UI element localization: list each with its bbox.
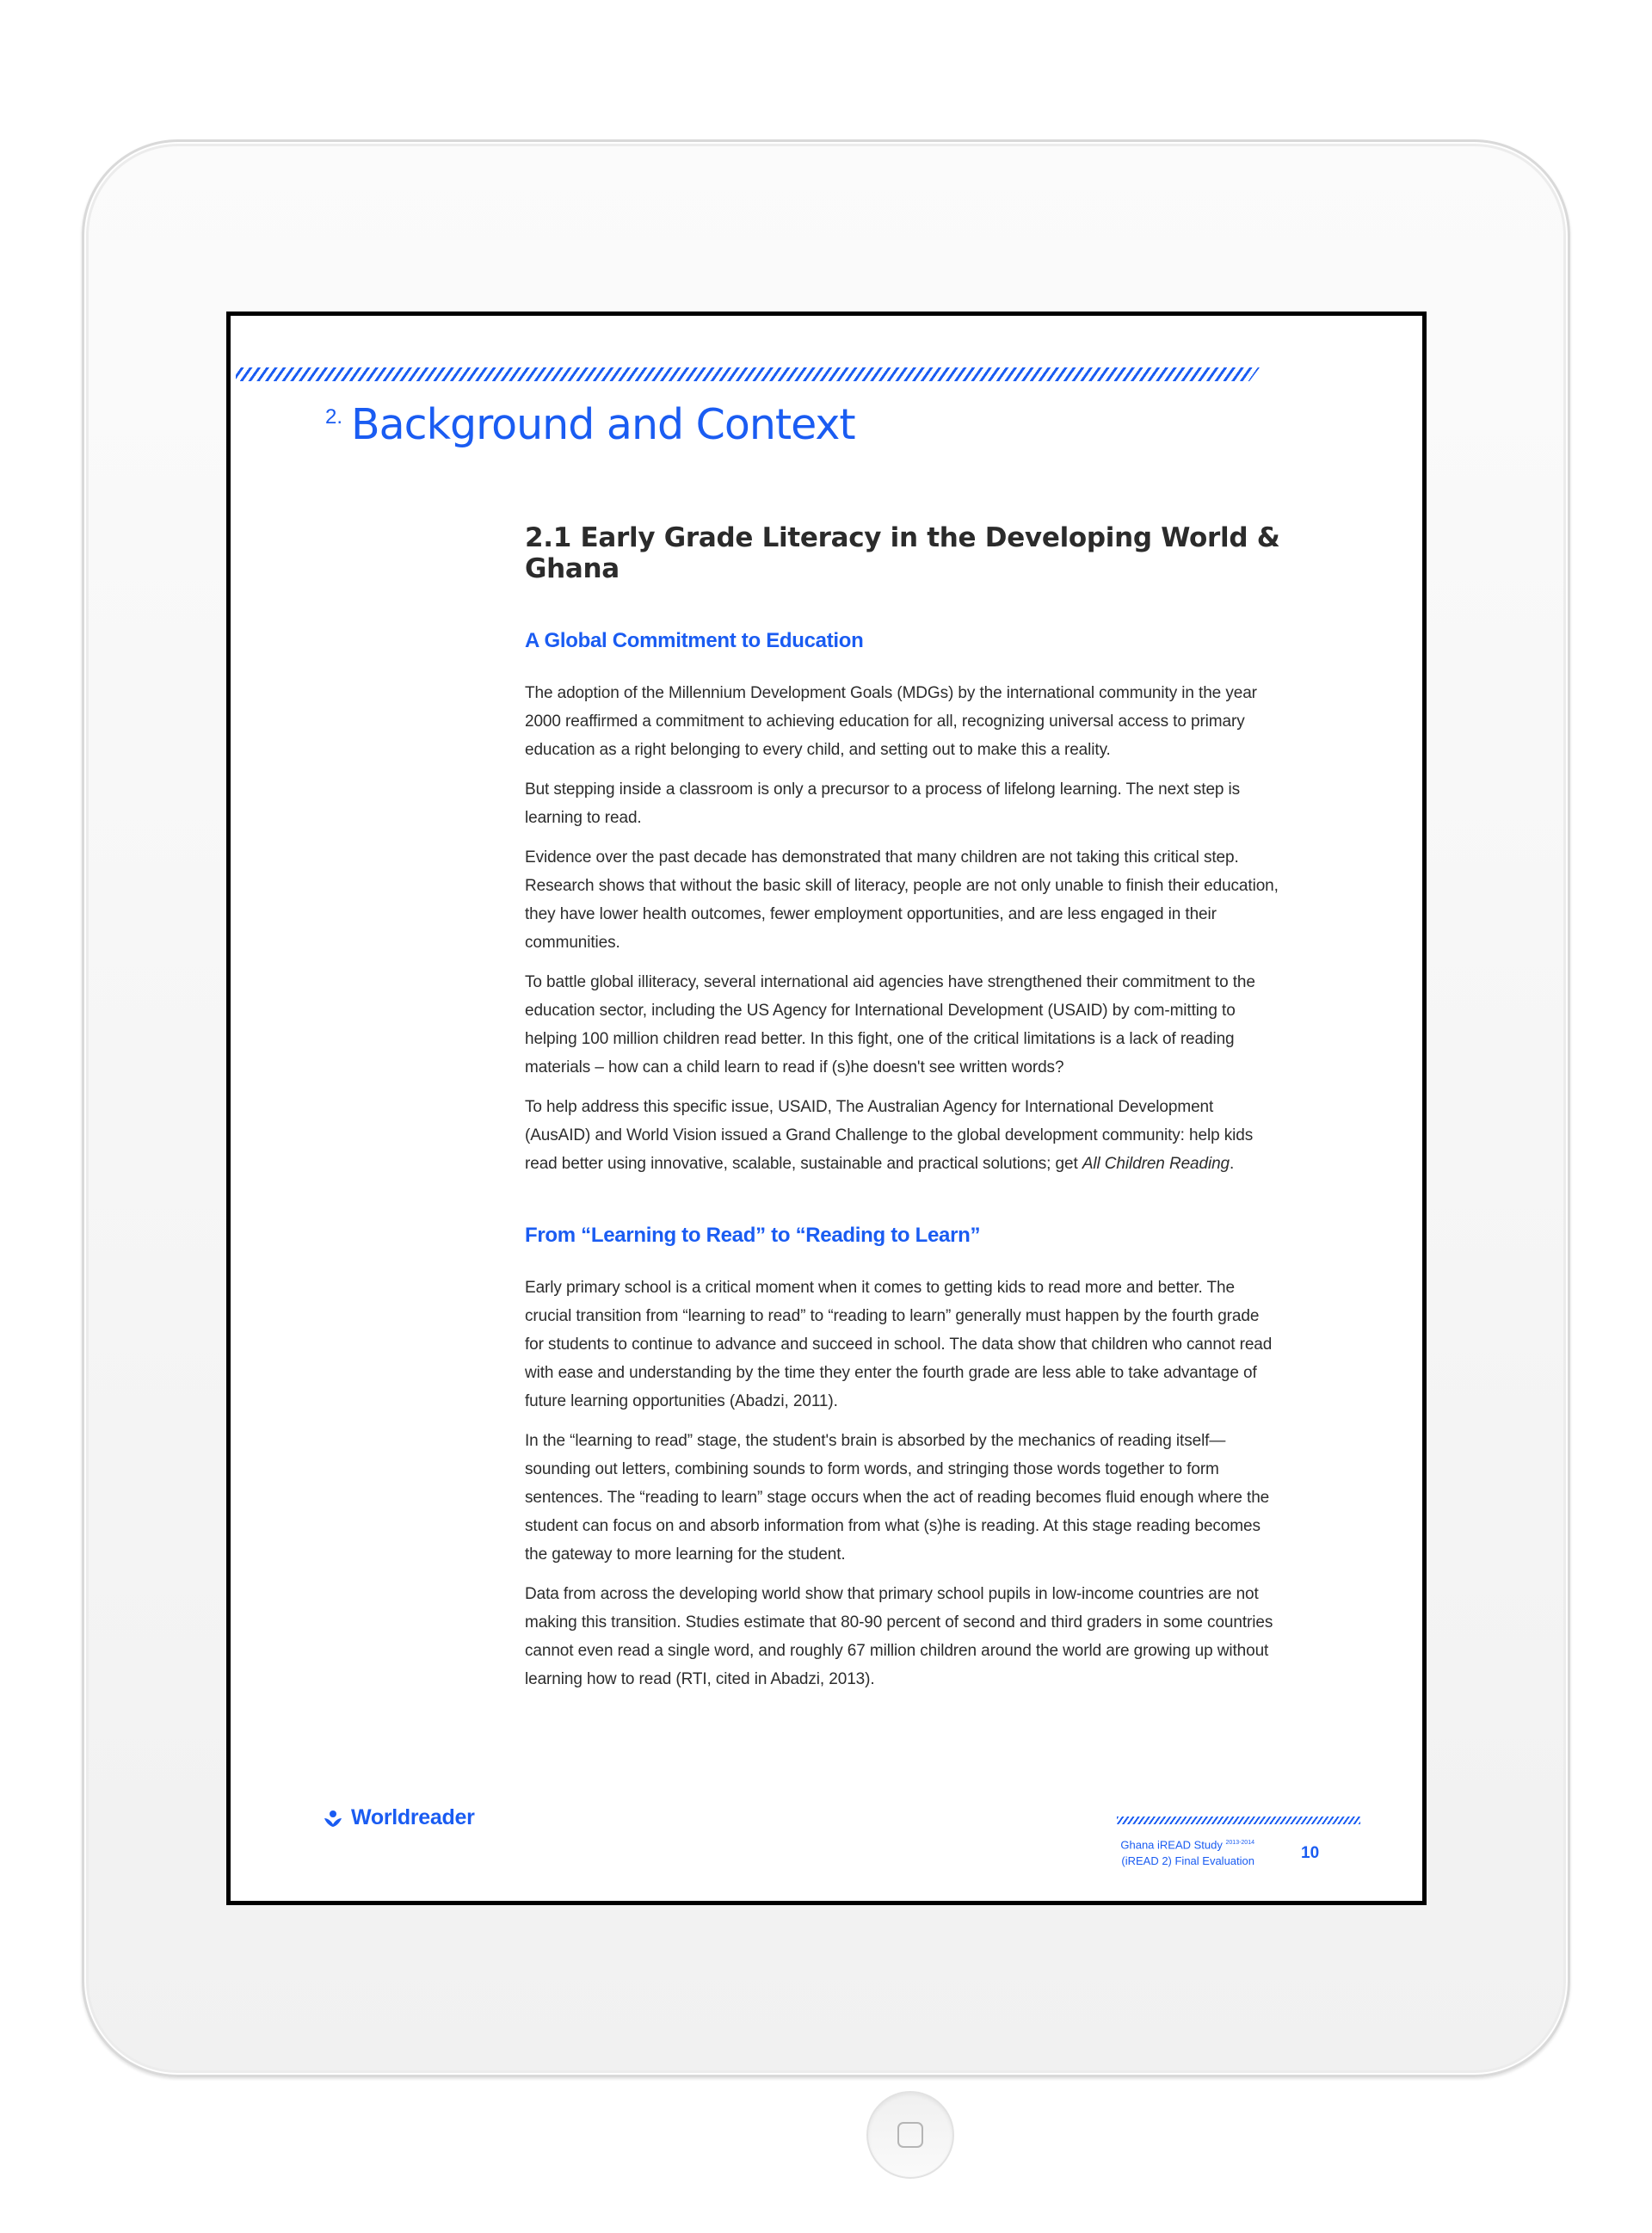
chapter-number: 2. [325,405,343,429]
page-number: 10 [1301,1844,1320,1862]
paragraph-text: To help address this specific issue, USAID, The Australian Agency for International Development (AusAID) and World Vision issued a Grand Challenge to the global development community: help kids read better using innovative, scalable, sustainable and practical solutions; get [525,1098,1254,1173]
evaluation-label: (iREAD 2) Final Evaluation [1121,1854,1254,1868]
paragraph: Evidence over the past decade has demonstrated that many children are not taking this critical step. Research shows that without the basic skill of literacy, people are not only unable to finish their education, they have lower health outcomes, fewer employment opportunities, and are less engaged in their communities. [525,848,1279,952]
home-square-icon [897,2122,923,2148]
paragraph: Early primary school is a critical moment when it comes to getting kids to read more and better. The crucial transition from “learning to read” to “reading to learn” generally must happen by the fourth grade for students to continue to advance and succeed in school. The data show that children who cannot read with ease and understanding by the time they enter the fourth grade are less able to take advantage of future learning opportunities (Abadzi, 2011). [525,1279,1273,1410]
study-years: 2013-2014 [1225,1840,1254,1846]
page-content [525,522,1282,1705]
worldreader-logo-icon [324,1809,342,1828]
study-title: Ghana iREAD Study [1120,1838,1223,1852]
paragraph-italic-title: All Children Reading [1082,1155,1230,1173]
paragraph: In the “learning to read” stage, the student's brain is absorbed by the mechanics of reading itself—sounding out letters, combining sounds to form words, and stringing those words together to form sentences. The “reading to learn” stage occurs when the act of reading becomes fluid enough where the student can focus on and absorb information from what (s)he is reading. At this stage reading becomes the gateway to more learning for the student. [525,1432,1270,1564]
worldreader-logo [324,1805,475,1830]
section-title: 2.1 Early Grade Literacy in the Developing World & Ghana [525,522,1280,584]
footer-stripe [1117,1817,1360,1824]
chapter-heading [325,400,855,449]
paragraph [525,1093,1282,1178]
paragraph: To battle global illiteracy, several international aid agencies have strengthened their commitment to the education sector, including the US Agency for International Development (USAID) by com-mitting to helping 100 million children read better. In this fight, one of the critical limitations is a lack of reading materials – how can a child learn to read if (s)he doesn't see written words? [525,973,1255,1076]
document-screen [226,312,1427,1905]
paragraph: Data from across the developing world show that primary school pupils in low-income countries are not making this transition. Studies estimate that 80-90 percent of second and third graders in some countries cannot even read a single word, and roughly 67 million children around the world are growing up without learning how to read (RTI, cited in Abadzi, 2013). [525,1585,1273,1688]
header-stripe [236,367,1260,381]
home-button[interactable] [866,2091,954,2179]
subsection-title: From “Learning to Read” to “Reading to Learn” [525,1224,981,1247]
subsection-title: A Global Commitment to Education [525,629,864,652]
footer-study-info [1091,1835,1254,1869]
paragraph: The adoption of the Millennium Development Goals (MDGs) by the international community in the year 2000 reaffirmed a commitment to achieving education for all, recognizing universal access to primary education as a right belonging to every child, and setting out to make this a reality. [525,684,1257,759]
paragraph-end: . [1230,1155,1235,1173]
paragraph: But stepping inside a classroom is only a precursor to a process of lifelong learning. The next step is learning to read. [525,780,1241,827]
chapter-title: Background and Context [351,400,855,449]
logo-text: Worldreader [351,1805,475,1829]
